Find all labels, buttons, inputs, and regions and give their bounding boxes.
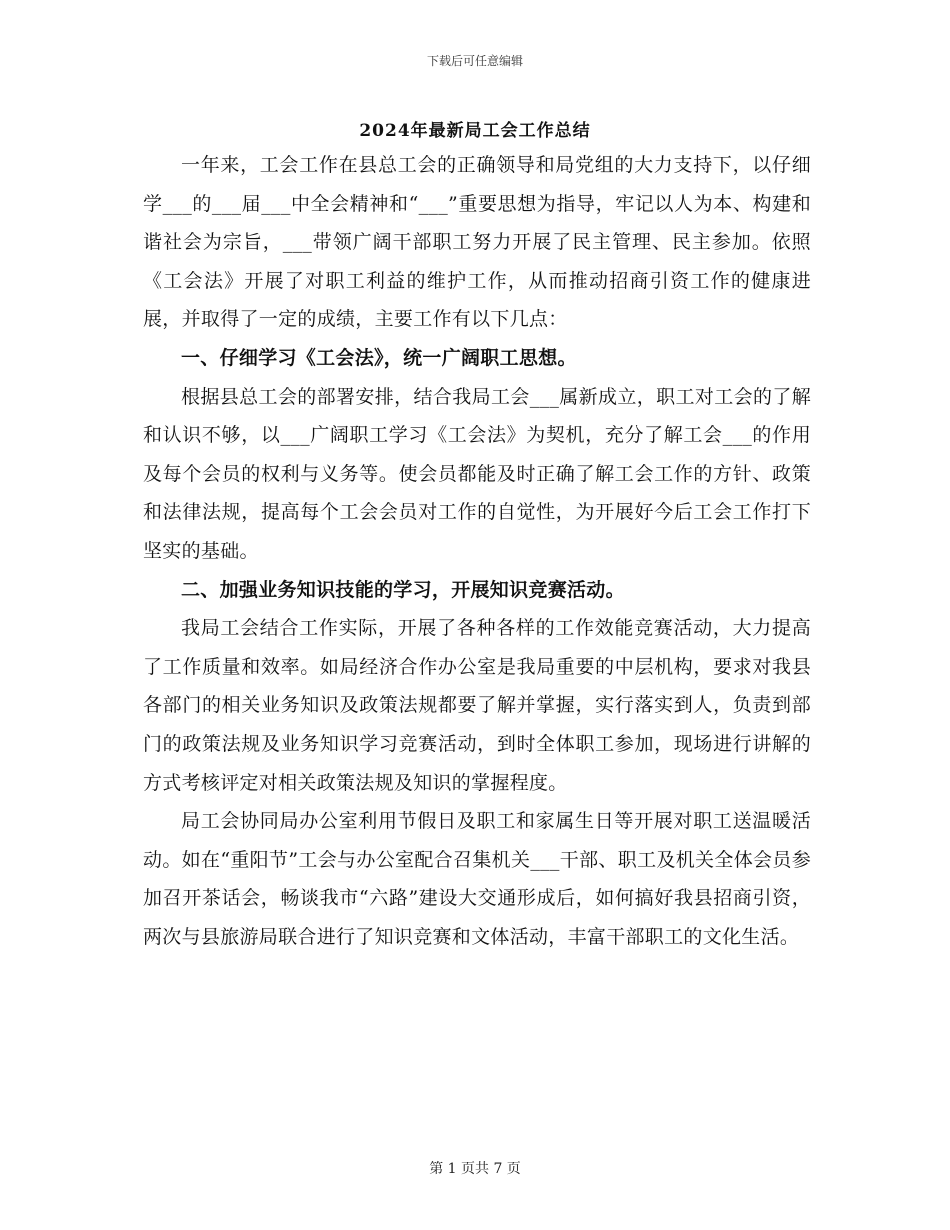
paragraph-section-2: 我局工会结合工作实际，开展了各种各样的工作效能竞赛活动，大力提高了工作质量和效率。如局经济合作办公室是我局重要的中层机构，要求对我县各部门的相关业务知识及政策法规都要了解并掌握，实行落实到人，负责到部门的政策法规及业务知识学习竞赛活动，到时全体职工参加，现场进行讲解的方式考核评定对相关政策法规及知识的掌握程度。 bbox=[143, 617, 811, 794]
document-title: 2024年最新局工会工作总结 bbox=[359, 121, 591, 141]
section-heading-1: 一、仔细学习《工会法》，统一广阔职工思想。 bbox=[181, 346, 577, 369]
document-body bbox=[143, 146, 811, 956]
page-indicator: 第 1 页共 7 页 bbox=[429, 1161, 521, 1177]
paragraph-intro: 一年来，工会工作在县总工会的正确领导和局党组的大力支持下，以仔细学___的___届___中全会精神和“___”重要思想为指导，牢记以人为本、构建和谐社会为宗旨，___带领广阔干部职工努力开展了民主管理、民主参加。依照《工会法》开展了对职工利益的维护工作，从而推动招商引资工作的健康进展，并取得了一定的成绩，主要工作有以下几点： bbox=[143, 154, 811, 331]
paragraph-section-1: 根据县总工会的部署安排，结合我局工会___属新成立，职工对工会的了解和认识不够，以___广阔职工学习《工会法》为契机，充分了解工会___的作用及每个会员的权利与义务等。使会员都能及时正确了解工会工作的方针、政策和法律法规，提高每个工会会员对工作的自觉性，为开展好今后工会工作打下坚实的基础。 bbox=[143, 385, 811, 562]
section-heading-2: 二、加强业务知识技能的学习，开展知识竞赛活动。 bbox=[181, 578, 625, 601]
paragraph-section-2b: 局工会协同局办公室利用节假日及职工和家属生日等开展对职工送温暖活动。如在“重阳节”工会与办公室配合召集机关___干部、职工及机关全体会员参加召开茶话会，畅谈我市“六路”建设大交通形成后，如何搞好我县招商引资，两次与县旅游局联合进行了知识竞赛和文体活动，丰富干部职工的文化生活。 bbox=[143, 810, 811, 948]
header-note: 下载后可任意编辑 bbox=[426, 54, 523, 68]
